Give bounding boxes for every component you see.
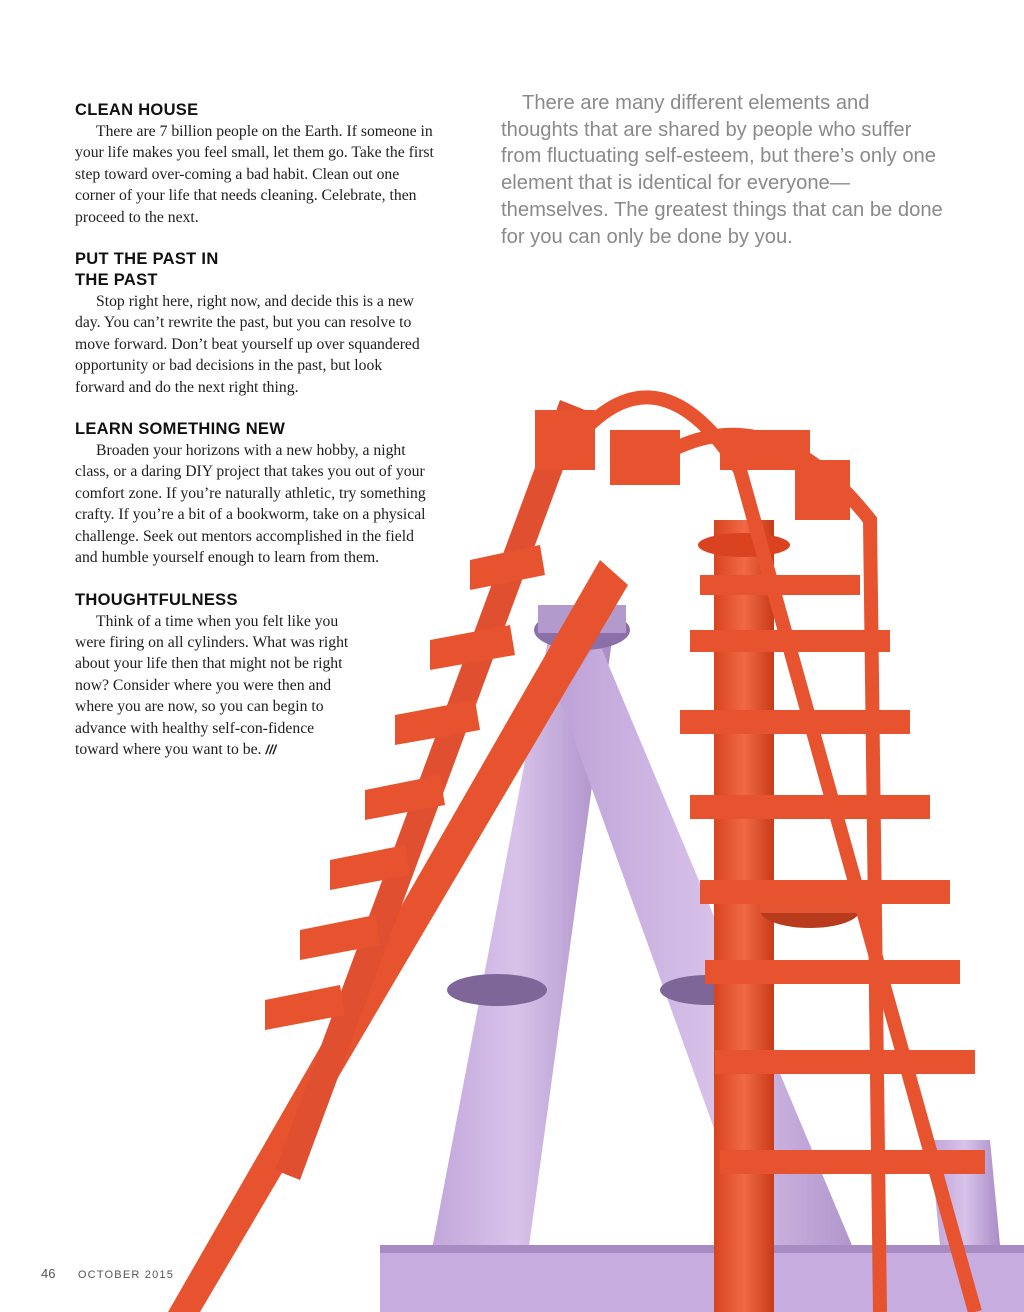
section-past (75, 249, 435, 398)
section-body: Stop right here, right now, and decide this is a new day. You can’t rewrite the past, but you can resolve to move forward. Don’t beat yourself up over squandered opportunity or bad decisions in the past, but look forward and do the next right thing. (75, 293, 420, 396)
pull-quote: There are many different elements and thoughts that are shared by people who suffer from fluctuating self-esteem, but there’s only one element that is identical for everyone—themselves. The greatest things that can be done for you can only be done by you. (501, 92, 943, 248)
section-body (75, 611, 360, 761)
section-thoughtfulness (75, 590, 360, 761)
article-column (75, 100, 435, 781)
end-mark: /// (265, 741, 277, 757)
issue-date: OCTOBER 2015 (77, 1269, 175, 1281)
section-body: There are 7 billion people on the Earth. If someone in your life makes you feel small, let them go. Take the first step toward over-coming a bad habit. Clean out one corner of your life that needs cleaning. Celebrate, then proceed to the next. (75, 123, 434, 226)
section-heading: PUT THE PAST IN THE PAST (75, 250, 219, 290)
section-learn (75, 419, 435, 568)
section-clean-house (75, 100, 435, 228)
section-body: Broaden your horizons with a new hobby, a night class, or a daring DIY project that takes you out of your comfort zone. If you’re naturally athletic, try something crafty. If you’re a bit of a bookworm, take on a physical challenge. Seek out mentors accomplished in the field and humble yourself enough to learn from them. (75, 442, 426, 567)
section-heading: CLEAN HOUSE (75, 101, 199, 119)
section-heading: LEARN SOMETHING NEW (75, 420, 286, 439)
page-footer (41, 1265, 174, 1283)
section-heading: THOUGHTFULNESS (75, 590, 238, 609)
section-body-text: Think of a time when you felt like you were firing on all cylinders. What was right about your life then that might not be right now? Consider where you were then and where you are now, so you can begin to advance with healthy self-con-fidence toward where you want to be. (75, 612, 349, 758)
page-number: 46 (41, 1266, 56, 1281)
